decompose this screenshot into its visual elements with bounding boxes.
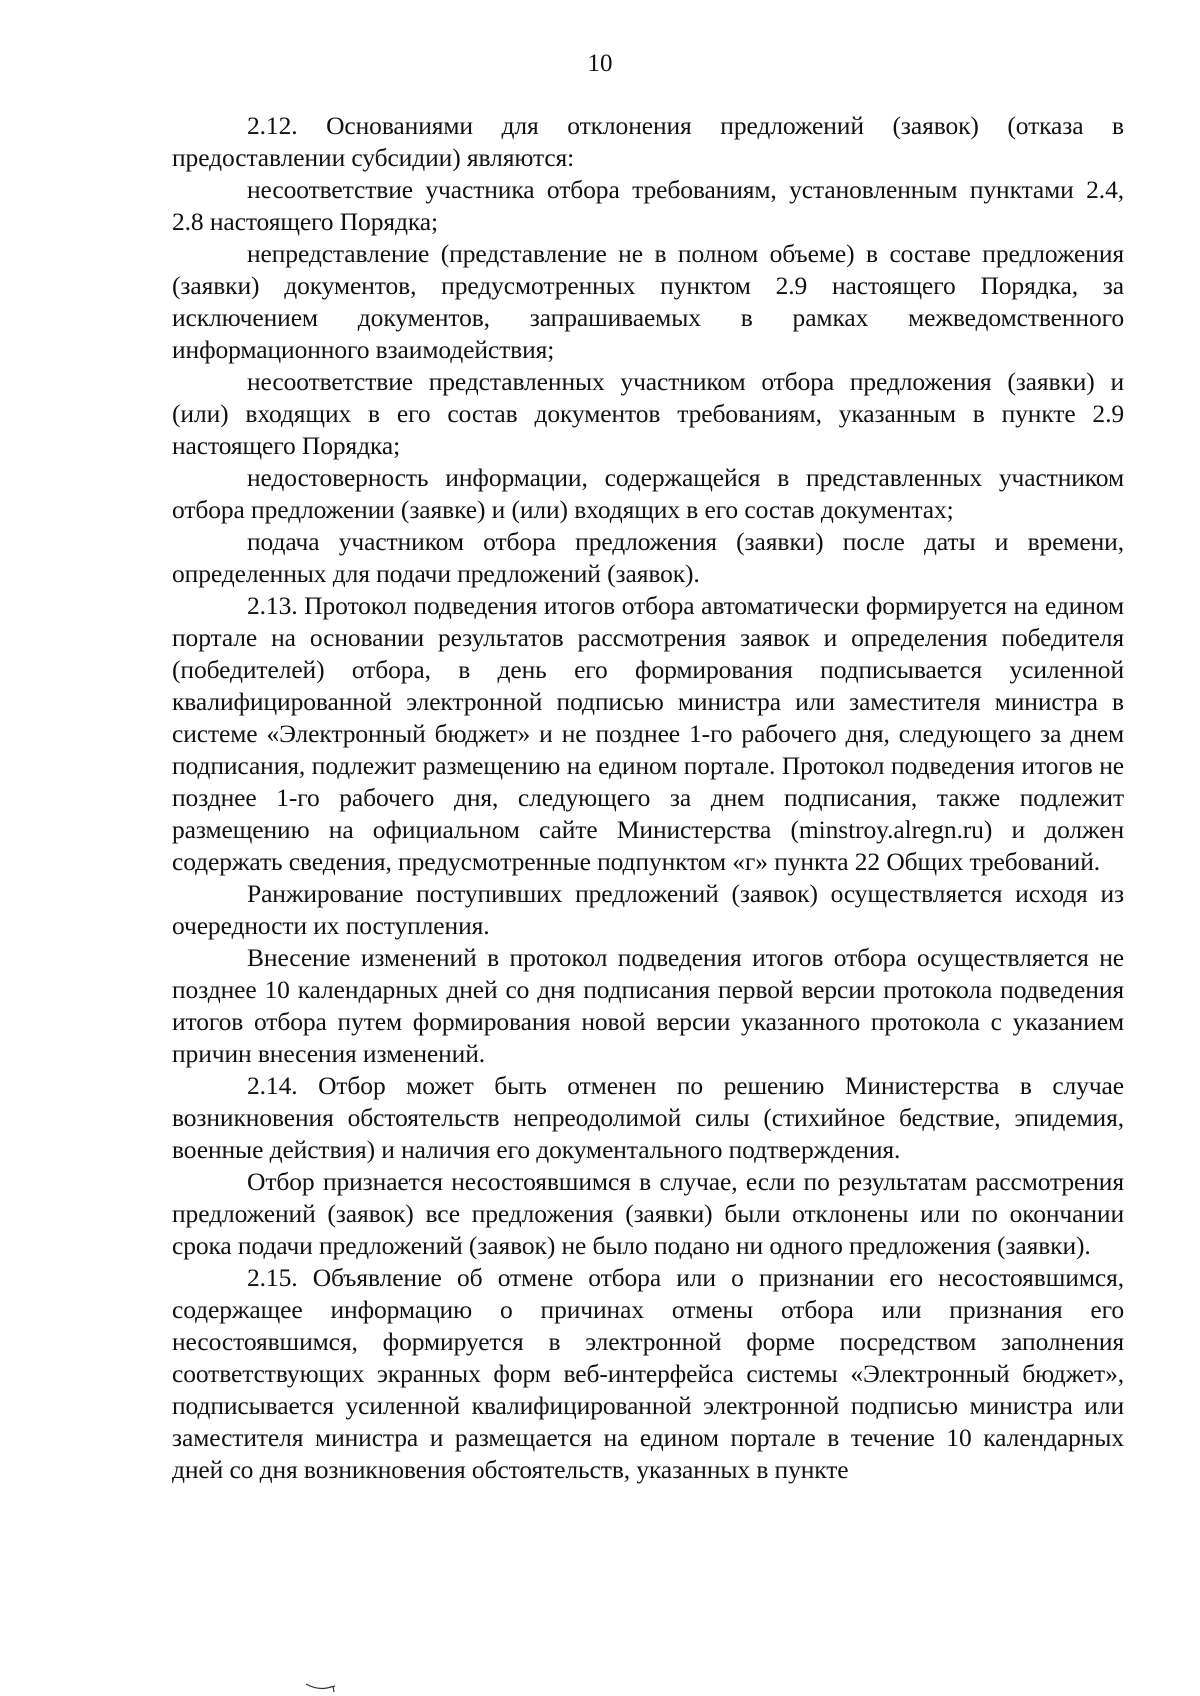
paragraph-non-submission: непредставление (представление не в полном объеме) в составе предложения (заявки) документов, предусмотренных пунктом 2.9 настоящего Порядка, за исключением документов, запрашиваемых в рамках межведомственного информационного взаимодействия; [172,239,1124,364]
paragraph-2-14: 2.14. Отбор может быть отменен по решению Министерства в случае возникновения обстоятельств непреодолимой силы (стихийное бедствие, эпидемия, военные действия) и наличия его документального подтверждения. [172,1071,1124,1164]
paragraph-failed-selection: Отбор признается несостоявшимся в случае, если по результатам рассмотрения предложений (заявок) все предложения (заявки) были отклонены или по окончании срока подачи предложений (заявок) не было подано ни одного предложения (заявки). [172,1167,1124,1260]
paragraph-late-submission: подача участником отбора предложения (заявки) после даты и времени, определенных для подачи предложений (заявок). [172,527,1124,588]
paragraph-2-12: 2.12. Основаниями для отклонения предложений (заявок) (отказа в предоставлении субсидии) являются: [172,111,1124,172]
scan-pen-mark [305,1682,345,1692]
paragraph-documents-mismatch: несоответствие представленных участником отбора предложения (заявки) и (или) входящих в его состав документов требованиям, указанным в пункте 2.9 настоящего Порядка; [172,367,1124,460]
paragraph-unreliable-info: недостоверность информации, содержащейся в представленных участником отбора предложении (заявке) и (или) входящих в его состав документах; [172,463,1124,524]
paragraph-ranking: Ранжирование поступивших предложений (заявок) осуществляется исходя из очередности их поступления. [172,879,1124,940]
page-number: 10 [587,50,613,77]
paragraph-2-13: 2.13. Протокол подведения итогов отбора автоматически формируется на едином портале на основании результатов рассмотрения заявок и определения победителя (победителей) отбора, в день его формирования подписывается усиленной квалифицированной электронной подписью министра или заместителя министра в системе «Электронный бюджет» и не позднее 1-го рабочего дня, следующего за днем подписания, подлежит размещению на едином портале. Протокол подведения итогов не позднее 1-го рабочего дня, следующего за днем подписания, также подлежит размещению на официальном сайте Министерства (minstroy.alregn.ru) и должен содержать сведения, предусмотренные подпунктом «г» пункта 22 Общих требований. [172,591,1124,876]
paragraph-protocol-changes: Внесение изменений в протокол подведения итогов отбора осуществляется не позднее 10 календарных дней со дня подписания первой версии протокола подведения итогов отбора путем формирования новой версии указанного протокола с указанием причин внесения изменений. [172,943,1124,1068]
paragraph-mismatch-requirements: несоответствие участника отбора требованиям, установленным пунктами 2.4, 2.8 настоящего Порядка; [172,175,1124,236]
document-body [172,110,1124,1486]
paragraph-2-15: 2.15. Объявление об отмене отбора или о признании его несостоявшимся, содержащее информацию о причинах отмены отбора или признания его несостоявшимся, формируется в электронной форме посредством заполнения соответствующих экранных форм веб-интерфейса системы «Электронный бюджет», подписывается усиленной квалифицированной электронной подписью министра или заместителя министра и размещается на едином портале в течение 10 календарных дней со дня возникновения обстоятельств, указанных в пункте [172,1263,1124,1484]
